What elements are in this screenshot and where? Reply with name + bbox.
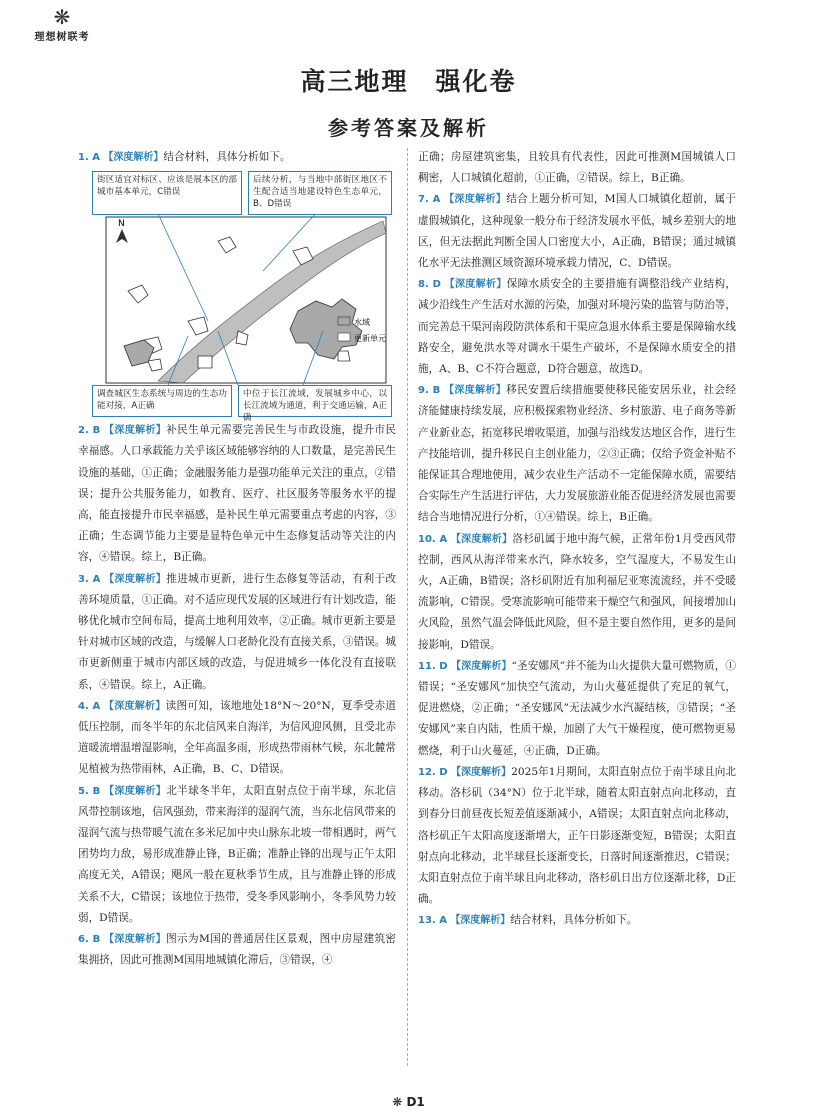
- answer-item: [418, 910, 736, 931]
- question-number: 13. A: [418, 915, 447, 927]
- page-subtitle: 参考答案及解析: [328, 116, 489, 140]
- question-number: 8. D: [418, 279, 441, 291]
- note-top-left: 街区适宜对标区、应该是展本区的部城市基本单元，C错误: [92, 171, 242, 215]
- note-bottom-left: 调查城区生态系统与周边的生态功能对接，A正确: [92, 385, 232, 417]
- answer-item: [78, 569, 396, 696]
- question-number: 9. B: [418, 385, 441, 397]
- legend-water-label: 水域: [354, 318, 370, 328]
- legend-water-swatch: [338, 317, 350, 325]
- tree-logo-icon: ❋: [392, 1095, 403, 1109]
- question-number: 12. D: [418, 766, 448, 778]
- analysis-tag: 【深度解析】: [444, 194, 507, 206]
- legend-renewal-label: 更新单元: [354, 334, 386, 344]
- tree-logo-icon: ❋: [53, 5, 71, 29]
- question-number: 6. B: [78, 934, 101, 946]
- answer-text: 结合材料，具体分析如下。: [163, 151, 291, 163]
- analysis-tag: 【深度解析】: [103, 934, 167, 946]
- question-number: 11. D: [418, 660, 448, 672]
- question-number: 2. B: [78, 425, 101, 437]
- answer-text: 移民安置后续措施要使移民能安居乐业，社会经济能健康持续发展，应积极探索物业经济、乡村旅游、电子商务等新产业新业态，拓宽移民增收渠道，加强与沿线发达地区合作，进行生产技能培训，提升移民自主创业能力，②③正确；仅给予资金补贴不能保证其合理地使用，减少农业生产活动不一定能保障水质，需要结合实际生产生活进行评估，大力发展旅游业能否促进经济发展也需要结合当地情况进行分析，①④错误。综上，B正确。: [418, 384, 736, 524]
- answer-text: 正确；房屋建筑密集，且较具有代表性，因此可推测M国城镇人口稠密，人口城镇化超前，①正确，②错误。综上，B正确。: [418, 151, 736, 185]
- left-column: [78, 147, 396, 971]
- city-map-figure: [88, 171, 392, 424]
- answer-item: [78, 781, 396, 929]
- answer-text: “圣安娜风”并不能为山火提供大量可燃物质，①错误；“圣安娜风”加快空气流动，为山火蔓延提供了充足的氧气，促进燃烧，②正确；“圣安娜风”无法减少水汽凝结核，③错误；“圣安娜风”来自内陆，性质干燥，加剧了大气干燥程度，使可燃物更易燃烧，利于山火蔓延，④正确，D正确。: [418, 659, 736, 757]
- page-footer: [0, 1095, 817, 1109]
- analysis-tag: 【深度解析】: [450, 533, 513, 545]
- question-number: 10. A: [418, 533, 448, 545]
- analysis-tag: 【深度解析】: [104, 573, 167, 585]
- brand-name: 理想树联考: [34, 32, 90, 43]
- analysis-tag: 【深度解析】: [103, 425, 167, 437]
- right-column: [418, 147, 736, 932]
- question-number: 3. A: [78, 573, 101, 585]
- analysis-tag: 【深度解析】: [103, 152, 164, 163]
- answer-item: [418, 380, 736, 528]
- answer-item: [418, 529, 736, 656]
- legend-renewal-swatch: [338, 333, 350, 341]
- question-number: 7. A: [418, 194, 441, 206]
- answer-text: 结合上题分析可知，M国人口城镇化超前，属于虚假城镇化，这种现象一般分布于经济发展水平低，城乡差别大的地区，但无法据此判断全国人口密度大小，A正确，B错误；通过城镇化水平无法推测区域资源环境承载力情况，C、D错误。: [418, 193, 736, 270]
- analysis-tag: 【深度解析】: [103, 785, 167, 797]
- question-number: 5. B: [78, 785, 101, 797]
- answer-item: [418, 656, 736, 762]
- answer-text: 读图可知，该地地处18°N～20°N，夏季受赤道低压控制，而冬半年的东北信风来自海洋，为信风迎风侧，且受北赤道暖流增温增湿影响，全年高温多雨，形成热带雨林气候，东北麓常见植被为热带雨林，A正确，B、C、D错误。: [78, 699, 397, 776]
- analysis-tag: 【深度解析】: [450, 915, 511, 927]
- answer-text: 图示为M国的普通居住区景观，图中房屋建筑密集拥挤，因此可推测M国用地城镇化滞后，③错误，④: [78, 933, 396, 967]
- answer-text: 北半球冬半年，太阳直射点位于南半球，东北信风带控制该地，信风强劲，带来海洋的湿润气流，当东北信风带来的湿润气流与热带暖气流在多米尼加中央山脉东北坡一带相遇时，两气团势均力敌，易形成准静止锋，B正确；准静止锋的出现与正午太阳高度无关，A错误；飓风一般在夏秋季节生成，且与准静止锋的形成关系不大，C错误；该地位于热带，受冬季风影响小，冬季风势力较弱，D错误。: [78, 784, 396, 924]
- north-label: N: [118, 219, 125, 230]
- answer-item: [78, 696, 396, 781]
- page-title: 高三地理 强化卷: [300, 67, 517, 96]
- question-number: 1. A: [78, 152, 100, 163]
- column-divider: [407, 148, 408, 1066]
- analysis-tag: 【深度解析】: [450, 766, 512, 778]
- brand-logo: [22, 6, 102, 43]
- answer-item: [418, 147, 736, 189]
- answer-item: [418, 189, 736, 274]
- analysis-tag: 【深度解析】: [451, 660, 512, 672]
- page-number: D1: [406, 1095, 425, 1109]
- answer-text: 保障水质安全的主要措施有调整沿线产业结构，减少沿线生产生活对水源的污染，加强对环境污染的监管与防治等，而完善总干渠河南段防洪体系和干渠应急退水体系主要是保障输水线路安全，避免洪水等对调水干渠生产破坏，不是保障水质安全的措施，A、B、C不符合题意，D符合题意，故选D。: [418, 278, 737, 376]
- answer-text: 洛杉矶属于地中海气候，正常年份1月受西风带控制，西风从海洋带来水汽，降水较多，空气湿度大，不易发生山火，A正确，B错误；洛杉矶附近有加利福尼亚寒流流经，并不受暖流影响，C错误。受寒流影响可能带来干燥空气和强风，间接增加山火风险，虽然气温会降低此风险，但不是主要自然作用，更多的是间接影响，D错误。: [418, 532, 737, 651]
- answer-item: [418, 274, 736, 380]
- analysis-tag: 【深度解析】: [443, 385, 507, 397]
- analysis-tag: 【深度解析】: [444, 279, 507, 291]
- analysis-tag: 【深度解析】: [103, 700, 166, 712]
- answer-item: [78, 929, 396, 971]
- answer-item: [78, 420, 396, 568]
- answer-text: 结合材料，具体分析如下。: [510, 914, 638, 927]
- answer-item: [418, 762, 736, 910]
- note-bottom-right: 中位于长江流域，发展城乡中心，以长江流域为通道，利于交通运输，A正确: [238, 385, 392, 417]
- question-number: 4. A: [78, 700, 101, 712]
- note-top-right: 后续分析，与当地中部街区地区不生配合适当地建设特色生态单元，B、D错误: [248, 171, 392, 215]
- answer-text: 补民生单元需要完善民生与市政设施，提升市民幸福感。人口承载能力关乎该区域能够容纳的人口数量，是完善民生设施的基础，①正确；金融服务能力是强功能单元关注的重点，②错误；提升公共服务能力，如教育、医疗、社区服务等服务水平的提高，能直接提升市民幸福感，是补民生单元需要重点考虑的内容，③正确；生态调节能力主要是显特色单元中生态修复活动等关注的内容，④错误。综上，B正确。: [78, 424, 396, 564]
- answer-text: 2025年1月期间，太阳直射点位于南半球且向北移动。洛杉矶（34°N）位于北半球，随着太阳直射点向北移动，直到春分日前昼夜长短差值逐渐减小，A错误；太阳直射点向北移动，洛杉矶正午太阳高度逐渐增大，正午日影逐渐变短，B错误；太阳直射点向北移动，北半球昼长逐渐变长，日落时间逐渐推迟，C错误；太阳直射点位于南半球且向北移动，洛杉矶日出方位逐渐北移，D正确。: [418, 765, 737, 906]
- answer-item: [78, 147, 396, 168]
- answer-text: 推进城市更新，进行生态修复等活动，有利于改善环境质量，①正确。对不适应现代发展的区域进行有计划改造，能够优化城市空间布局，提高土地利用效率，②正确。城市更新主要是针对城市区域的改造，与缓解人口老龄化没有直接关系，③错误。城市更新侧重于城市内部区域的改造，与促进城乡一体化没有直接联系，④错误。综上，A正确。: [78, 572, 396, 691]
